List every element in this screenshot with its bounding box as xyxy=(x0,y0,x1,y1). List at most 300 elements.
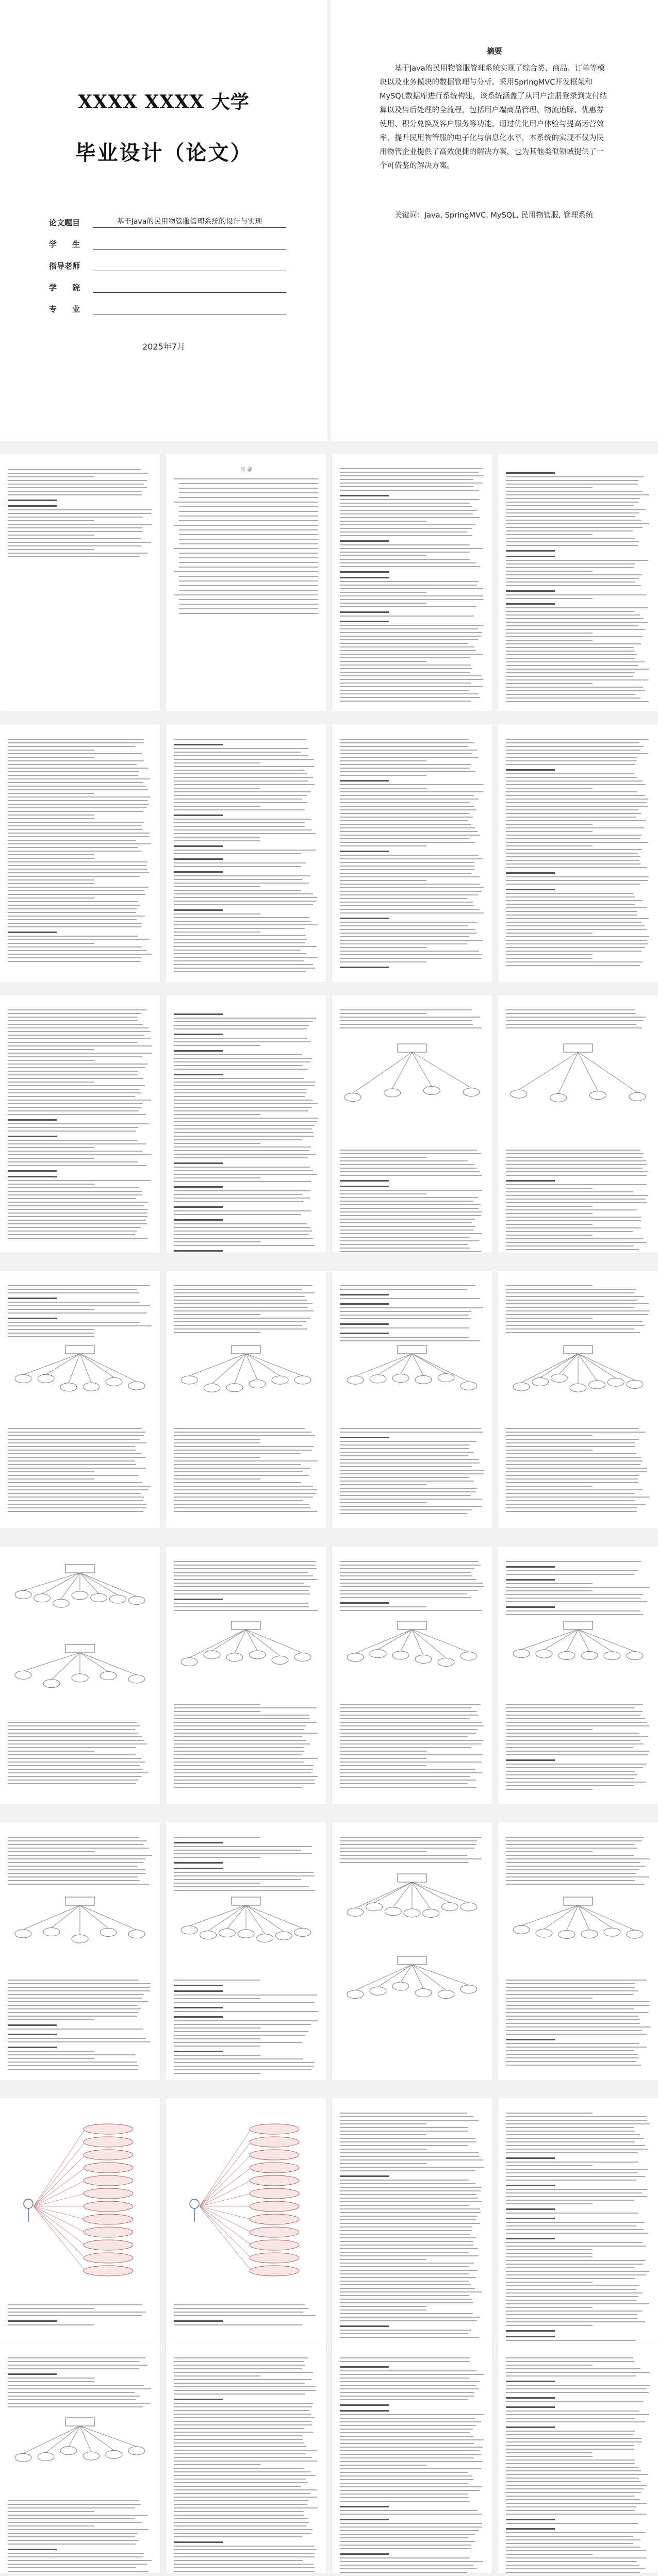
text-line xyxy=(506,2264,643,2265)
text-line xyxy=(340,2120,479,2121)
text-line xyxy=(8,2029,143,2030)
text-line xyxy=(174,2439,303,2440)
text-line xyxy=(174,1718,310,1719)
text-line xyxy=(340,2378,469,2379)
text-line xyxy=(506,2314,637,2315)
text-line xyxy=(8,1769,142,1770)
text-line xyxy=(340,2486,482,2487)
text-line xyxy=(340,2436,473,2437)
diagram-figure xyxy=(13,1892,147,1969)
text-line xyxy=(340,1248,470,1249)
diagram-edge xyxy=(521,1354,578,1383)
document-page-thumbnail xyxy=(0,1271,160,1528)
use-case-node xyxy=(250,2163,299,2173)
text-line xyxy=(340,1704,481,1705)
toc-entry xyxy=(179,529,318,530)
text-line xyxy=(506,2381,555,2382)
text-line xyxy=(340,475,484,476)
text-line xyxy=(506,1249,639,1250)
text-line xyxy=(340,851,389,852)
text-block xyxy=(8,2304,152,2328)
text-line xyxy=(340,1499,482,1500)
document-page-thumbnail xyxy=(498,2098,658,2356)
text-line xyxy=(340,961,426,962)
document-page-thumbnail xyxy=(332,454,492,711)
text-line xyxy=(506,2365,593,2366)
text-line xyxy=(174,2432,314,2433)
text-line xyxy=(340,1219,475,1220)
text-line xyxy=(340,1318,471,1319)
document-page-thumbnail xyxy=(0,1822,160,2080)
text-line xyxy=(340,1171,480,1172)
text-line xyxy=(174,897,317,898)
text-line xyxy=(340,1204,481,1205)
diagram-node xyxy=(370,1375,386,1383)
diagram-node xyxy=(441,1903,458,1911)
text-line xyxy=(506,742,639,743)
text-line xyxy=(174,1725,306,1726)
text-line xyxy=(340,799,479,800)
text-line xyxy=(174,2066,314,2067)
text-line xyxy=(340,2537,468,2538)
text-line xyxy=(340,775,426,776)
diagram-node xyxy=(589,1091,606,1100)
text-line xyxy=(506,2260,646,2261)
text-line xyxy=(506,2012,649,2013)
text-line xyxy=(174,853,301,854)
use-case-node xyxy=(84,2175,133,2186)
text-line xyxy=(340,483,483,484)
text-line xyxy=(506,1245,634,1247)
text-block xyxy=(8,1837,152,1887)
text-line xyxy=(506,2550,646,2551)
document-page-thumbnail xyxy=(498,995,658,1253)
text-line xyxy=(506,1767,643,1768)
use-case-node xyxy=(84,2150,133,2160)
text-line xyxy=(340,592,426,593)
cover-field-label: 学 生 xyxy=(49,240,80,249)
text-line xyxy=(340,2284,471,2285)
text-line xyxy=(8,2381,94,2382)
text-line xyxy=(340,2156,479,2157)
text-line xyxy=(340,1303,389,1305)
text-line xyxy=(506,2054,638,2055)
diagram-node xyxy=(109,1595,126,1603)
text-line xyxy=(174,840,260,841)
text-line xyxy=(8,1074,138,1075)
text-line xyxy=(340,2152,479,2153)
text-line xyxy=(340,2306,426,2307)
text-line xyxy=(340,2330,471,2331)
text-line xyxy=(506,498,640,499)
text-line xyxy=(340,1506,482,1507)
text-line xyxy=(8,1223,147,1224)
diagram-edge xyxy=(52,1905,80,1928)
text-line xyxy=(8,1511,143,1512)
diagram-figure xyxy=(179,1616,313,1693)
text-line xyxy=(174,2383,305,2384)
text-line xyxy=(8,2312,146,2313)
text-line xyxy=(506,2113,593,2114)
text-line xyxy=(8,2008,141,2009)
text-line xyxy=(506,780,643,782)
text-line xyxy=(8,1085,145,1086)
text-line xyxy=(8,2560,152,2561)
diagram-edge xyxy=(34,2155,85,2206)
text-line xyxy=(174,2417,315,2418)
text-line xyxy=(506,2285,639,2286)
text-line xyxy=(340,1572,471,1573)
text-line xyxy=(8,815,94,816)
text-line xyxy=(506,2213,638,2214)
text-line xyxy=(174,1787,302,1788)
text-line xyxy=(340,2190,481,2191)
text-line xyxy=(506,611,634,612)
text-line xyxy=(8,1238,148,1239)
diagram-node xyxy=(423,1909,439,1917)
use-case-node xyxy=(84,2214,133,2224)
diagram-edge xyxy=(578,1354,597,1381)
text-line xyxy=(340,912,484,913)
text-line xyxy=(8,1754,136,1755)
text-line xyxy=(506,2418,635,2419)
text-line xyxy=(174,883,309,884)
text-line xyxy=(174,1565,316,1566)
text-line xyxy=(8,2556,143,2557)
text-line xyxy=(174,1234,309,1235)
text-line xyxy=(506,1486,593,1487)
text-line xyxy=(174,1074,223,1075)
text-line xyxy=(8,2533,138,2534)
text-line xyxy=(506,2233,648,2234)
text-line xyxy=(174,2500,308,2501)
text-line xyxy=(174,1489,317,1490)
text-line xyxy=(340,1437,389,1438)
text-line xyxy=(174,1054,302,1055)
text-line xyxy=(506,791,637,792)
diagram-edge xyxy=(378,1354,412,1375)
text-line xyxy=(506,2478,639,2479)
text-line xyxy=(174,1310,314,1311)
diagram-node xyxy=(43,1680,60,1688)
text-line xyxy=(8,2034,57,2035)
text-line xyxy=(340,595,483,596)
text-line xyxy=(340,2514,482,2515)
text-line xyxy=(8,538,141,539)
text-line xyxy=(506,1009,635,1010)
text-line xyxy=(506,545,638,546)
text-line xyxy=(340,940,483,941)
text-line xyxy=(506,2016,638,2017)
text-line xyxy=(340,2472,468,2473)
text-line xyxy=(506,1310,650,1311)
text-line xyxy=(174,1980,260,1981)
text-line xyxy=(506,636,643,637)
text-line xyxy=(174,2379,311,2380)
text-line xyxy=(340,873,471,874)
text-line xyxy=(8,1309,94,1310)
text-line xyxy=(174,2024,311,2025)
diagram-figure xyxy=(13,1639,147,1711)
text-line xyxy=(506,2547,640,2548)
use-case-node xyxy=(250,2137,299,2147)
text-line xyxy=(506,2289,636,2290)
text-line xyxy=(340,1164,474,1165)
text-line xyxy=(174,1704,260,1705)
text-line xyxy=(174,1497,313,1498)
text-line xyxy=(506,1504,646,1505)
text-block xyxy=(340,1428,484,1517)
diagram-node xyxy=(219,1929,235,1937)
text-line xyxy=(174,2035,305,2036)
diagram-edge xyxy=(23,1905,80,1930)
text-line xyxy=(174,2357,308,2358)
text-line xyxy=(8,1045,152,1046)
text-line xyxy=(174,1450,312,1451)
text-line xyxy=(174,2002,315,2003)
text-line xyxy=(340,2553,389,2555)
diagram-node xyxy=(366,1903,383,1911)
text-line xyxy=(506,2172,637,2173)
text-line xyxy=(506,1725,649,1726)
text-line xyxy=(8,818,94,819)
text-line xyxy=(8,782,143,783)
text-line xyxy=(8,1017,137,1018)
text-line xyxy=(506,2141,635,2142)
diagram-node xyxy=(564,1897,593,1905)
text-line xyxy=(506,2492,641,2493)
text-line xyxy=(506,672,635,673)
text-line xyxy=(506,2456,593,2457)
text-line xyxy=(506,1191,633,1192)
text-line xyxy=(174,1428,305,1429)
text-line xyxy=(8,1722,137,1723)
text-line xyxy=(506,784,646,785)
diagram-node xyxy=(232,1621,260,1630)
text-line xyxy=(340,2234,470,2235)
diagram-node xyxy=(551,1374,567,1382)
diagram-figure xyxy=(511,1340,645,1418)
text-line xyxy=(8,771,139,772)
text-line xyxy=(174,1761,304,1763)
text-line xyxy=(174,1210,311,1211)
text-line xyxy=(174,1181,311,1182)
text-line xyxy=(8,1187,139,1188)
text-line xyxy=(506,1153,644,1154)
toc-entry xyxy=(179,599,318,600)
text-line xyxy=(506,1020,644,1021)
text-line xyxy=(174,1100,312,1101)
text-line xyxy=(174,1121,317,1122)
text-line xyxy=(174,2493,310,2494)
text-line xyxy=(340,540,389,542)
diagram-node xyxy=(128,1596,145,1604)
text-line xyxy=(174,1493,316,1494)
actor-icon xyxy=(24,2199,33,2208)
text-line xyxy=(506,2572,640,2573)
text-line xyxy=(506,2557,647,2558)
diagram-edge xyxy=(34,2129,85,2206)
text-line xyxy=(506,773,634,774)
text-line xyxy=(8,905,140,906)
text-line xyxy=(340,1180,389,1182)
text-line xyxy=(8,513,151,514)
text-line xyxy=(506,958,593,959)
text-line xyxy=(174,1769,313,1770)
text-line xyxy=(340,880,426,881)
toc-entry xyxy=(179,557,318,558)
diagram-edge xyxy=(521,1905,578,1925)
text-line xyxy=(506,1990,638,1991)
text-line xyxy=(8,786,146,787)
text-line xyxy=(340,1754,483,1755)
toc-entry xyxy=(179,506,318,507)
text-line xyxy=(8,1031,151,1032)
text-line xyxy=(8,1205,144,1206)
text-line xyxy=(174,1092,306,1093)
diagram-node xyxy=(91,1593,107,1602)
text-line xyxy=(506,2406,555,2408)
diagram-node xyxy=(607,1378,624,1386)
text-line xyxy=(174,1453,301,1454)
text-line xyxy=(8,789,148,790)
text-line xyxy=(506,1150,640,1151)
text-line xyxy=(8,509,152,510)
text-line xyxy=(506,1848,637,1849)
text-line xyxy=(506,2292,643,2294)
text-line xyxy=(174,1850,301,1851)
diagram-edge xyxy=(578,1630,589,1651)
text-line xyxy=(174,950,301,951)
text-line xyxy=(506,842,648,843)
actor-icon xyxy=(190,2199,199,2208)
text-line xyxy=(506,523,649,524)
text-line xyxy=(506,2189,647,2190)
text-line xyxy=(8,939,150,940)
text-line xyxy=(340,639,478,640)
text-line xyxy=(506,2282,593,2283)
text-line xyxy=(506,1292,634,1293)
text-line xyxy=(506,1983,635,1984)
text-line xyxy=(174,2564,314,2565)
text-line xyxy=(340,1285,475,1286)
text-line xyxy=(340,585,477,586)
text-line xyxy=(174,893,313,894)
text-line xyxy=(506,2039,555,2040)
diagram-node xyxy=(415,1655,432,1664)
text-line xyxy=(506,1478,638,1480)
text-line xyxy=(8,1478,94,1480)
text-line xyxy=(8,1457,145,1458)
text-line xyxy=(8,2373,57,2375)
text-line xyxy=(506,1994,633,1995)
text-line xyxy=(506,753,648,754)
text-line xyxy=(340,1013,426,1014)
text-line xyxy=(340,2357,470,2358)
text-line xyxy=(506,2561,637,2562)
text-line xyxy=(506,1880,635,1881)
diagram-node xyxy=(34,1594,51,1602)
text-line xyxy=(340,1462,480,1464)
text-line xyxy=(340,2205,469,2206)
text-line xyxy=(506,951,641,952)
text-line xyxy=(174,1132,314,1133)
text-line xyxy=(8,1780,138,1781)
text-line xyxy=(174,1034,223,1035)
text-line xyxy=(174,2497,317,2498)
text-line xyxy=(340,809,476,810)
text-line xyxy=(340,1851,426,1852)
cover-field-label: 论文题目 xyxy=(49,219,80,227)
text-line xyxy=(506,896,635,898)
text-line xyxy=(8,1202,148,1203)
text-line xyxy=(506,795,645,796)
text-line xyxy=(340,621,389,622)
text-line xyxy=(506,2203,593,2204)
text-line xyxy=(8,476,94,477)
diagram-node xyxy=(344,1093,361,1102)
text-line xyxy=(340,2180,469,2181)
text-line xyxy=(340,2541,475,2542)
text-line xyxy=(8,2536,135,2537)
diagram-node xyxy=(564,1044,593,1052)
text-line xyxy=(340,1583,483,1584)
cover-field-advisor xyxy=(49,250,286,271)
text-line xyxy=(506,541,639,542)
text-line xyxy=(8,487,147,488)
text-line xyxy=(174,2546,314,2547)
text-line xyxy=(340,1153,481,1154)
text-line xyxy=(506,2431,635,2432)
text-line xyxy=(506,625,638,626)
text-line xyxy=(340,2572,467,2573)
text-line xyxy=(506,838,640,839)
diagram-edge xyxy=(412,1965,446,1990)
toc-entry xyxy=(179,483,318,484)
text-line xyxy=(506,2157,555,2159)
diagram-edge xyxy=(34,2142,85,2206)
text-line xyxy=(340,1722,482,1723)
text-line xyxy=(340,876,480,877)
text-line xyxy=(174,1186,223,1188)
diagram-edge xyxy=(34,2168,85,2206)
text-line xyxy=(8,1482,142,1483)
text-line xyxy=(8,2529,149,2530)
text-line xyxy=(506,922,641,923)
text-line xyxy=(506,643,641,644)
text-line xyxy=(174,1857,260,1858)
text-line xyxy=(506,2246,646,2247)
cover-fields xyxy=(49,206,286,314)
text-line xyxy=(340,1502,426,1503)
text-line xyxy=(506,2296,638,2297)
text-line xyxy=(340,1208,479,1209)
text-line xyxy=(8,2324,94,2325)
text-line xyxy=(174,2406,312,2407)
text-line xyxy=(506,1789,593,1790)
text-line xyxy=(340,1711,477,1712)
text-line xyxy=(340,866,474,867)
text-line xyxy=(174,799,302,800)
text-line xyxy=(8,1227,141,1228)
use-case-node xyxy=(84,2137,133,2147)
text-line xyxy=(174,1061,310,1062)
text-line xyxy=(506,2474,648,2475)
text-line xyxy=(8,2544,136,2545)
text-line xyxy=(340,661,426,662)
text-line xyxy=(8,851,141,852)
text-line xyxy=(340,2141,476,2142)
